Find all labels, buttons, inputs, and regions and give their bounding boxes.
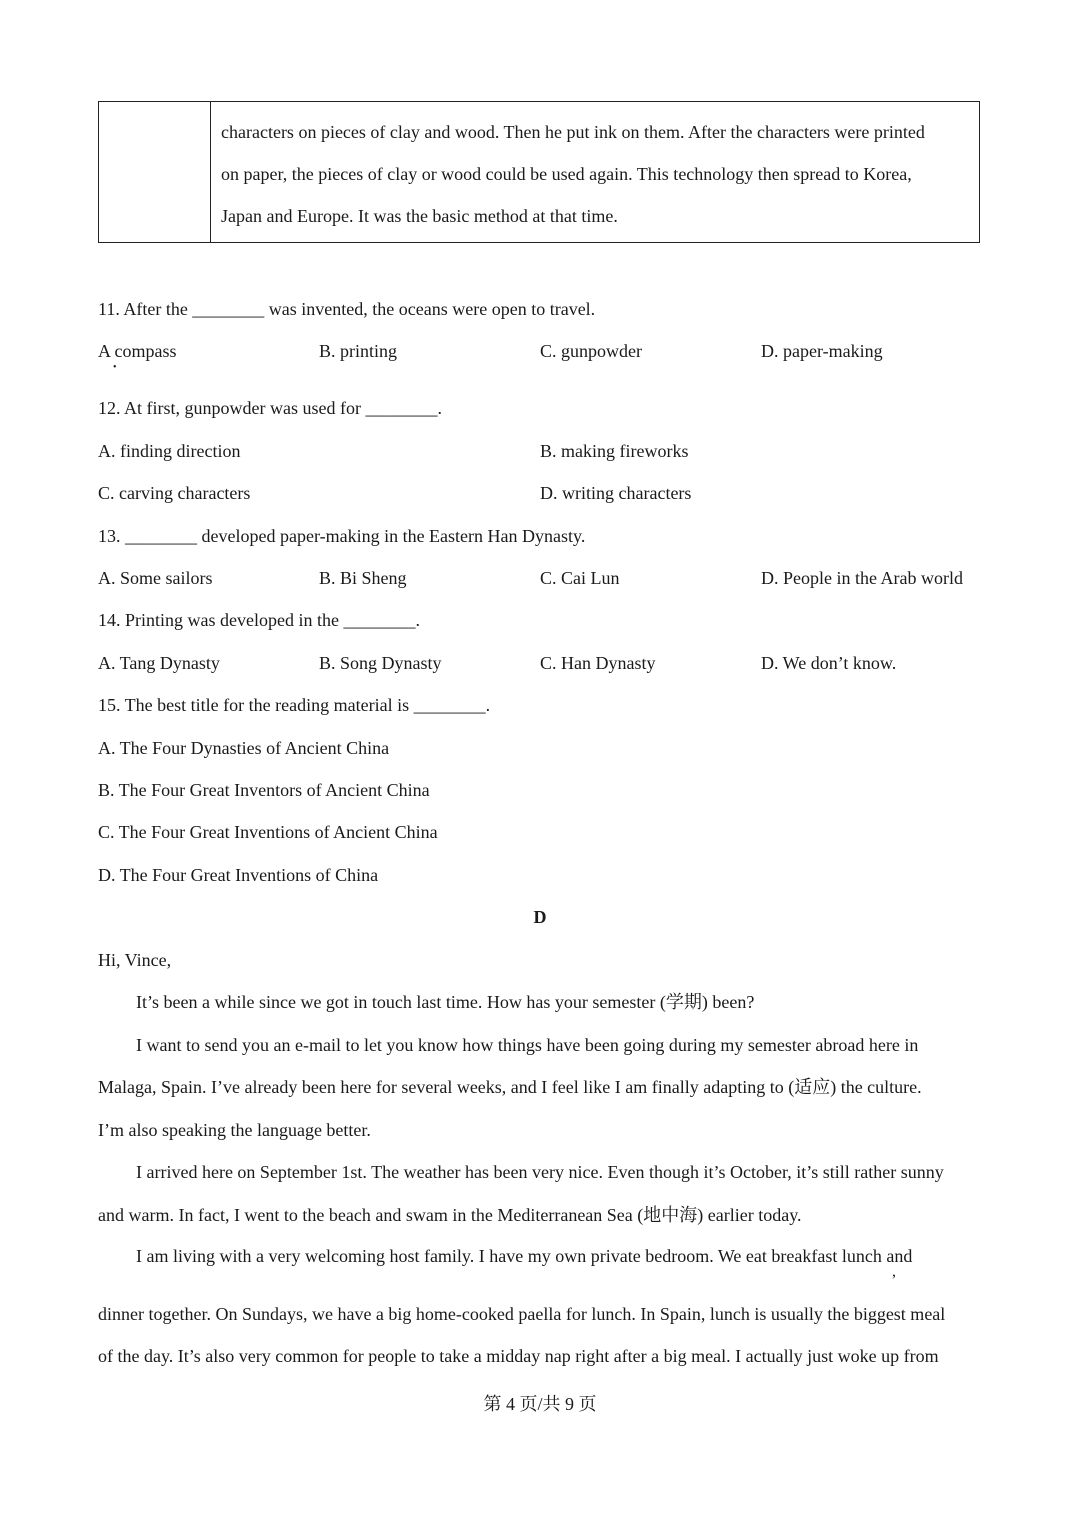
letter-greeting: Hi, Vince, [98, 950, 172, 970]
q11-option-c: C. gunpowder [540, 341, 642, 361]
q14-option-b: B. Song Dynasty [319, 653, 442, 673]
q13-option-a: A. Some sailors [98, 568, 213, 588]
question-14-stem: 14. Printing was developed in the ________. [98, 610, 420, 630]
stray-comma: , [892, 1263, 896, 1280]
letter-line-1: It’s been a while since we got in touch last time. How has your semester (学期) been? [136, 992, 755, 1012]
q14-option-d: D. We don’t know. [761, 653, 897, 673]
q15-option-d: D. The Four Great Inventions of China [98, 865, 379, 885]
q11-option-b: B. printing [319, 341, 398, 361]
letter-line-8: dinner together. On Sundays, we have a big home-cooked paella for lunch. In Spain, lunch is usually the biggest meal [98, 1304, 946, 1324]
q13-option-c: C. Cai Lun [540, 568, 620, 588]
q14-option-c: C. Han Dynasty [540, 653, 656, 673]
q14-option-a: A. Tang Dynasty [98, 653, 220, 673]
q15-option-b: B. The Four Great Inventors of Ancient China [98, 780, 430, 800]
letter-line-2: I want to send you an e-mail to let you know how things have been going during my semester abroad here in [136, 1035, 919, 1055]
q13-option-d: D. People in the Arab world [761, 568, 963, 588]
section-heading: D [533, 907, 547, 927]
q15-option-c: C. The Four Great Inventions of Ancient China [98, 822, 438, 842]
letter-line-6: and warm. In fact, I went to the beach and swam in the Mediterranean Sea (地中海) earlier today. [98, 1205, 802, 1225]
q15-option-a: A. The Four Dynasties of Ancient China [98, 738, 390, 758]
letter-line-7: I am living with a very welcoming host family. I have my own private bedroom. We eat breakfast lunch and [136, 1246, 913, 1266]
question-15-stem: 15. The best title for the reading material is ________. [98, 695, 491, 715]
letter-line-3: Malaga, Spain. I’ve already been here for several weeks, and I feel like I am finally adapting to (适应) the culture. [98, 1077, 922, 1097]
letter-line-5: I arrived here on September 1st. The weather has been very nice. Even though it’s October, it’s still rather sunny [136, 1162, 944, 1182]
table-line-2: on paper, the pieces of clay or wood could be used again. This technology then spread to Korea, [221, 164, 912, 184]
q11-option-d: D. paper-making [761, 341, 883, 361]
letter-line-9: of the day. It’s also very common for people to take a midday nap right after a big meal. I actually just woke up from [98, 1346, 939, 1366]
question-13-stem: 13. ________ developed paper-making in the Eastern Han Dynasty. [98, 526, 586, 546]
question-11-stem: 11. After the ________ was invented, the oceans were open to travel. [98, 299, 596, 319]
question-12-stem: 12. At first, gunpowder was used for ________. [98, 398, 442, 418]
table-divider [210, 102, 211, 242]
page-footer: 第 4 页/共 9 页 [483, 1394, 597, 1414]
q12-option-b: B. making fireworks [540, 441, 689, 461]
q11-option-a: A compass [98, 341, 177, 361]
q12-option-d: D. writing characters [540, 483, 692, 503]
q12-option-c: C. carving characters [98, 483, 251, 503]
table-line-3: Japan and Europe. It was the basic method at that time. [221, 206, 618, 226]
letter-line-4: I’m also speaking the language better. [98, 1120, 371, 1140]
table-line-1: characters on pieces of clay and wood. Then he put ink on them. After the characters were printed [221, 122, 925, 142]
q12-option-a: A. finding direction [98, 441, 241, 461]
decorative-dot: • [113, 362, 117, 373]
q13-option-b: B. Bi Sheng [319, 568, 407, 588]
